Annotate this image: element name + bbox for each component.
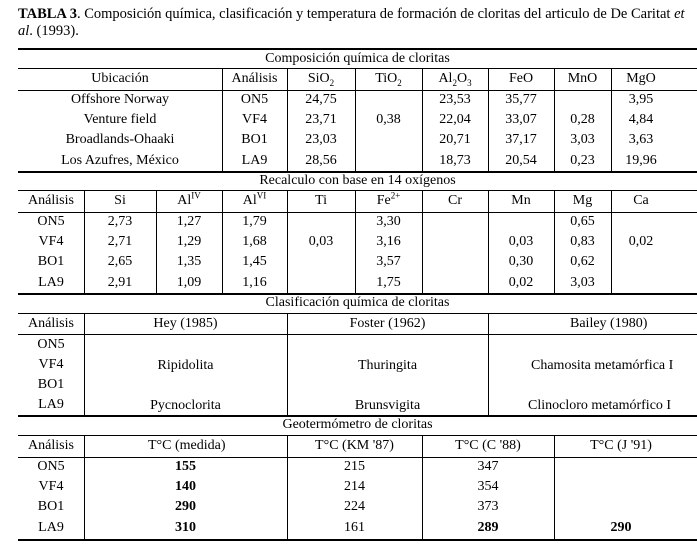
section-title-recalc: Recalculo con base en 14 oxígenos bbox=[259, 173, 456, 188]
section-title-geothermometer: Geotermómetro de cloritas bbox=[282, 417, 433, 432]
cell-tio2 bbox=[355, 90, 422, 110]
cell-cr bbox=[422, 273, 488, 293]
header-mno: MnO bbox=[567, 71, 598, 86]
header-t-j: T°C (J '91) bbox=[590, 438, 652, 453]
table-bottom-rule bbox=[18, 539, 697, 541]
cell-mn: 0,02 bbox=[508, 275, 534, 290]
header-t-km: T°C (KM '87) bbox=[315, 438, 394, 453]
cell-mg: 0,83 bbox=[570, 234, 595, 249]
cell-ti: 0,03 bbox=[308, 234, 334, 249]
cell-tio2: 0,38 bbox=[376, 112, 401, 127]
cell-mg: 0,65 bbox=[570, 214, 595, 229]
cell-aliv: 1,29 bbox=[176, 234, 202, 249]
classification-hey-1: Ripidolita bbox=[157, 358, 214, 373]
cell-mno: 0,23 bbox=[570, 153, 595, 168]
cell-c: 347 bbox=[477, 459, 499, 474]
cell-medida: 290 bbox=[175, 499, 196, 514]
cell-j bbox=[554, 457, 688, 477]
rule bbox=[18, 334, 697, 335]
caption-italic: et al bbox=[18, 6, 685, 39]
cell-cr bbox=[422, 252, 488, 272]
cell-c: 289 bbox=[477, 520, 499, 535]
cell-tio2 bbox=[355, 151, 422, 171]
cell-mn: 0,03 bbox=[508, 234, 534, 249]
header-cr: Cr bbox=[448, 193, 462, 208]
cell-ti bbox=[287, 212, 355, 232]
cell-si: 2,65 bbox=[107, 254, 133, 269]
cell-al2o3: 18,73 bbox=[439, 153, 471, 168]
header-analisis: Análisis bbox=[231, 71, 278, 86]
header-bailey: Bailey (1980) bbox=[570, 316, 648, 331]
cell-analisis: LA9 bbox=[38, 520, 64, 535]
cell-mgo: 4,84 bbox=[628, 112, 654, 127]
cell-al2o3: 23,53 bbox=[439, 92, 471, 107]
cell-cr bbox=[422, 232, 488, 252]
classification-foster-1: Thuringita bbox=[357, 358, 418, 373]
cell-mno bbox=[554, 90, 611, 110]
header-sio2: SiO$_2$ bbox=[307, 71, 335, 88]
header-tio2: TiO$_2$ bbox=[375, 71, 402, 88]
cell-si: 2,91 bbox=[107, 275, 133, 290]
cell-medida: 310 bbox=[175, 520, 196, 535]
cell-al2o3: 22,04 bbox=[439, 112, 471, 127]
table-cell: ON5 bbox=[37, 337, 65, 352]
cell-analisis: BO1 bbox=[37, 254, 65, 269]
cell-analisis: ON5 bbox=[37, 459, 65, 474]
cell-analisis: LA9 bbox=[38, 275, 64, 290]
header-feo: FeO bbox=[508, 71, 534, 86]
cell-ca bbox=[611, 212, 671, 232]
caption-text: . Composición química, clasificación y temperatura de formación de cloritas del articulo de De Caritat bbox=[76, 6, 675, 22]
header-mg: Mg bbox=[572, 193, 593, 208]
cell-analisis: ON5 bbox=[240, 92, 269, 107]
cell-analisis: VF4 bbox=[38, 234, 64, 249]
cell-mgo: 19,96 bbox=[625, 153, 657, 168]
cell-feo: 33,07 bbox=[505, 112, 537, 127]
cell-mgo: 3,63 bbox=[628, 132, 654, 147]
cell-aliv: 1,09 bbox=[176, 275, 202, 290]
section-title-composition: Composición química de cloritas bbox=[265, 51, 450, 66]
cell-analisis: LA9 bbox=[241, 153, 268, 168]
header-t-c: T°C (C '88) bbox=[455, 438, 521, 453]
cell-mno: 0,28 bbox=[570, 112, 595, 127]
cell-mn: 0,30 bbox=[508, 254, 534, 269]
cell-alvi: 1,45 bbox=[242, 254, 267, 269]
header-ti: Ti bbox=[315, 193, 327, 208]
cell-fe: 3,30 bbox=[376, 214, 401, 229]
cell-mg: 3,03 bbox=[570, 275, 595, 290]
header-mn: Mn bbox=[511, 193, 531, 208]
cell-km: 215 bbox=[344, 459, 365, 474]
table-label: TABLA 3 bbox=[18, 6, 77, 22]
cell-ubicacion: Broadlands-Ohaaki bbox=[65, 132, 175, 147]
cell-analisis: BO1 bbox=[241, 132, 268, 147]
cell-analisis: ON5 bbox=[37, 214, 65, 229]
classification-hey-2: Pycnoclorita bbox=[150, 398, 221, 413]
cell-sio2: 24,75 bbox=[305, 92, 337, 107]
header-mgo: MgO bbox=[626, 71, 656, 86]
classification-bailey-2: Clinocloro metamórfico I bbox=[528, 398, 672, 413]
caption-text-end: . (1993). bbox=[29, 23, 79, 39]
cell-km: 161 bbox=[344, 520, 365, 535]
cell-medida: 155 bbox=[175, 459, 196, 474]
cell-aliv: 1,27 bbox=[176, 214, 202, 229]
header-ca: Ca bbox=[633, 193, 649, 208]
table-cell: LA9 bbox=[38, 397, 64, 412]
table-cell: BO1 bbox=[37, 377, 65, 392]
header-si: Si bbox=[114, 193, 126, 208]
cell-ubicacion: Offshore Norway bbox=[70, 92, 170, 107]
cell-ca: 0,02 bbox=[628, 234, 654, 249]
cell-j bbox=[554, 477, 688, 497]
cell-km: 214 bbox=[344, 479, 365, 494]
header-al-vi: $Al^{VI}$ bbox=[242, 190, 267, 208]
cell-tio2 bbox=[355, 130, 422, 150]
cell-sio2: 23,03 bbox=[305, 132, 337, 147]
cell-mn bbox=[488, 212, 554, 232]
cell-c: 373 bbox=[477, 499, 499, 514]
cell-ca bbox=[611, 252, 671, 272]
header-analisis: Análisis bbox=[28, 438, 74, 453]
cell-si: 2,71 bbox=[107, 234, 133, 249]
cell-alvi: 1,16 bbox=[242, 275, 267, 290]
classification-bailey-1: Chamosita metamórfica I bbox=[531, 358, 674, 373]
section-title-classification: Clasificación química de cloritas bbox=[265, 295, 450, 310]
cell-aliv: 1,35 bbox=[176, 254, 202, 269]
header-al-iv: $Al^{IV}$ bbox=[177, 190, 201, 208]
classification-foster-2: Brunsvigita bbox=[354, 398, 421, 413]
cell-km: 224 bbox=[344, 499, 365, 514]
cell-c: 354 bbox=[477, 479, 499, 494]
cell-feo: 20,54 bbox=[505, 153, 537, 168]
header-analisis: Análisis bbox=[28, 193, 74, 208]
cell-feo: 37,17 bbox=[505, 132, 537, 147]
cell-analisis: VF4 bbox=[38, 479, 64, 494]
cell-medida: 140 bbox=[175, 479, 196, 494]
cell-al2o3: 20,71 bbox=[439, 132, 471, 147]
cell-cr bbox=[422, 212, 488, 232]
cell-mno: 3,03 bbox=[570, 132, 595, 147]
cell-j bbox=[554, 497, 688, 517]
cell-fe: 1,75 bbox=[376, 275, 401, 290]
table-caption bbox=[18, 6, 690, 40]
cell-analisis: BO1 bbox=[37, 499, 65, 514]
cell-ti bbox=[287, 252, 355, 272]
header-al2o3: $Al_2O_3$ bbox=[438, 71, 472, 88]
cell-analisis: VF4 bbox=[242, 112, 267, 127]
cell-feo: 35,77 bbox=[505, 92, 537, 107]
cell-fe: 3,16 bbox=[376, 234, 401, 249]
cell-ca bbox=[611, 273, 671, 293]
cell-alvi: 1,79 bbox=[242, 214, 267, 229]
header-analisis: Análisis bbox=[28, 316, 74, 331]
cell-mg: 0,62 bbox=[570, 254, 595, 269]
cell-sio2: 28,56 bbox=[305, 153, 337, 168]
cell-fe: 3,57 bbox=[376, 254, 401, 269]
cell-j: 290 bbox=[610, 520, 632, 535]
cell-ti bbox=[287, 273, 355, 293]
header-hey: Hey (1985) bbox=[153, 316, 218, 331]
cell-ubicacion: Los Azufres, México bbox=[61, 153, 179, 168]
cell-alvi: 1,68 bbox=[242, 234, 267, 249]
table-cell: VF4 bbox=[38, 357, 64, 372]
header-fe2: $Fe^{2+}$ bbox=[376, 190, 401, 208]
cell-sio2: 23,71 bbox=[305, 112, 337, 127]
cell-mgo: 3,95 bbox=[628, 92, 654, 107]
cell-ubicacion: Venture field bbox=[83, 112, 157, 127]
header-foster: Foster (1962) bbox=[349, 316, 426, 331]
header-t-medida: T°C (medida) bbox=[148, 438, 226, 453]
cell-si: 2,73 bbox=[107, 214, 133, 229]
header-ubicacion: Ubicación bbox=[91, 71, 149, 86]
